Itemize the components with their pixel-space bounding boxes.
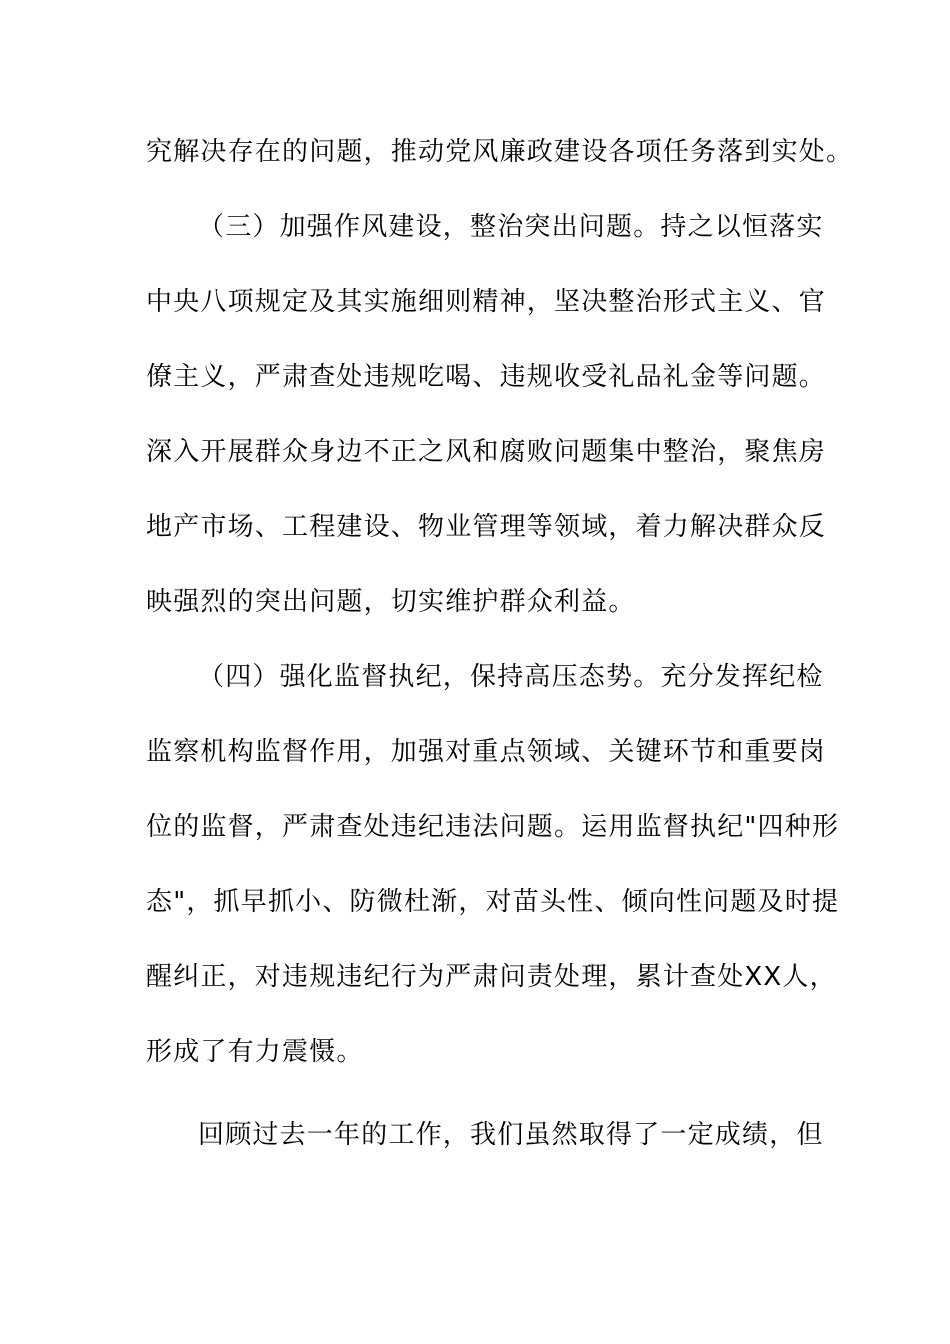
text-line: 醒纠正，对违规违纪行为严肃问责处理，累计查处XX人， <box>146 962 837 992</box>
text-line: 位的监督，严肃查处违纪违法问题。运用监督执纪"四种形 <box>146 812 840 842</box>
text-line: 监察机构监督作用，加强对重点领域、关键环节和重要岗 <box>146 737 827 767</box>
review-paragraph-start: 回顾过去一年的工作，我们虽然取得了一定成绩，但 <box>198 1120 824 1150</box>
text-line: 中央八项规定及其实施细则精神，坚决整治形式主义、官 <box>146 287 827 317</box>
paragraph-three-start: （三）加强作风建设，整治突出问题。持之以恒落实 <box>198 212 824 242</box>
text-line: 态"，抓早抓小、防微杜渐，对苗头性、倾向性问题及时提 <box>146 887 840 917</box>
text-line: 映强烈的突出问题，切实维护群众利益。 <box>146 587 636 617</box>
text-line: 深入开展群众身边不正之风和腐败问题集中整治，聚焦房 <box>146 437 827 467</box>
text-line: 地产市场、工程建设、物业管理等领域，着力解决群众反 <box>146 512 827 542</box>
text-line: 究解决存在的问题，推动党风廉政建设各项任务落到实处。 <box>146 137 854 167</box>
text-line: 形成了有力震慑。 <box>146 1037 364 1067</box>
paragraph-four-start: （四）强化监督执纪，保持高压态势。充分发挥纪检 <box>198 662 824 692</box>
text-line: 僚主义，严肃查处违规吃喝、违规收受礼品礼金等问题。 <box>146 362 827 392</box>
